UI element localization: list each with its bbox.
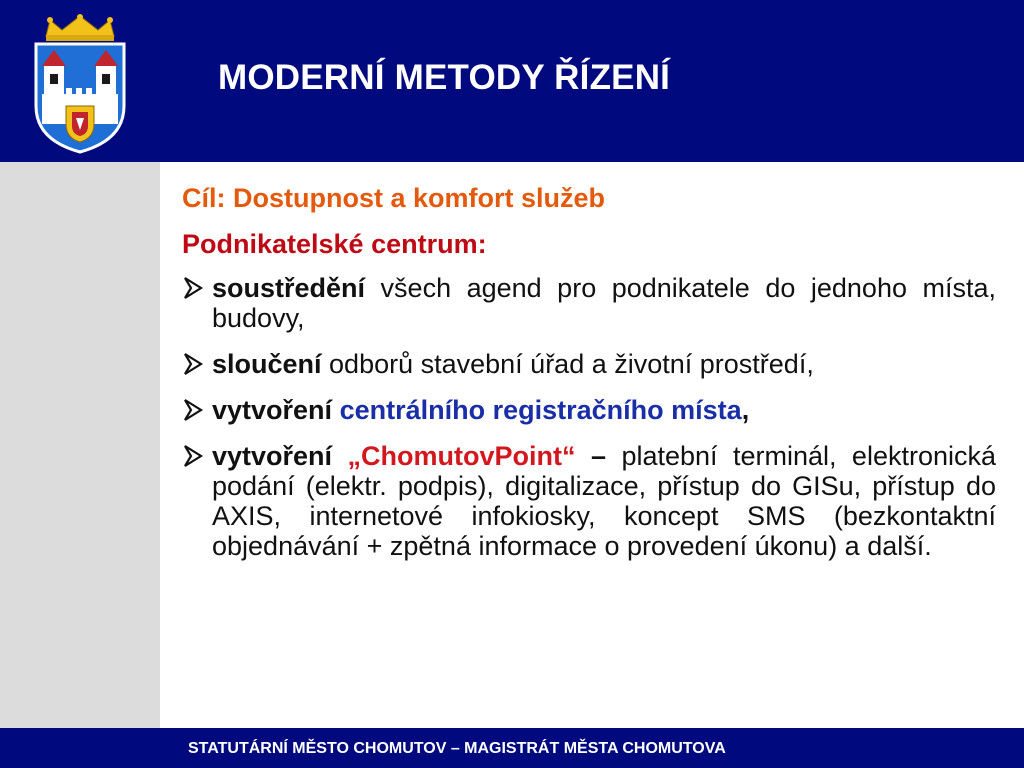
list-item (182, 395, 996, 425)
item-text: platební terminál, elektronická podání (elektr. podpis), digitalizace, přístup do GISu, přístup do AXIS, internetové infokiosky, koncept SMS (bezkontaktní objednávání + zpětná informace o provedení úkonu) a další. (212, 441, 996, 561)
list-item (182, 349, 996, 379)
item-text: , (741, 395, 750, 425)
bullet-list (182, 273, 996, 561)
arrow-bullet-icon (182, 396, 206, 424)
section-heading: Podnikatelské centrum: (182, 229, 487, 259)
item-highlight: „ChomutovPoint“ (347, 441, 576, 471)
arrow-bullet-icon (182, 442, 206, 470)
slide-content (182, 183, 996, 577)
list-item (182, 441, 996, 561)
page-title: MODERNÍ METODY ŘÍZENÍ (218, 58, 671, 97)
item-keyword: sloučení (212, 349, 322, 379)
item-text: všech agend pro podnikatele do jednoho místa, budovy, (212, 273, 996, 333)
left-sidebar-panel (0, 162, 160, 728)
arrow-bullet-icon (182, 274, 206, 302)
arrow-bullet-icon (182, 350, 206, 378)
header-bar (0, 0, 1024, 162)
footer-text: STATUTÁRNÍ MĚSTO CHOMUTOV – MAGISTRÁT MĚSTA CHOMUTOVA (188, 740, 726, 757)
city-coat-of-arms-icon (28, 14, 132, 154)
item-keyword: soustředění (212, 273, 366, 303)
item-dash: – (590, 441, 606, 471)
goal-line: Cíl: Dostupnost a komfort služeb (182, 183, 606, 213)
item-highlight: centrálního registračního místa (339, 395, 742, 425)
footer-bar (0, 728, 1024, 768)
item-text: odborů stavební úřad a životní prostředí, (321, 349, 814, 379)
list-item (182, 273, 996, 333)
item-keyword: vytvoření (212, 395, 333, 425)
item-keyword: vytvoření (212, 441, 333, 471)
